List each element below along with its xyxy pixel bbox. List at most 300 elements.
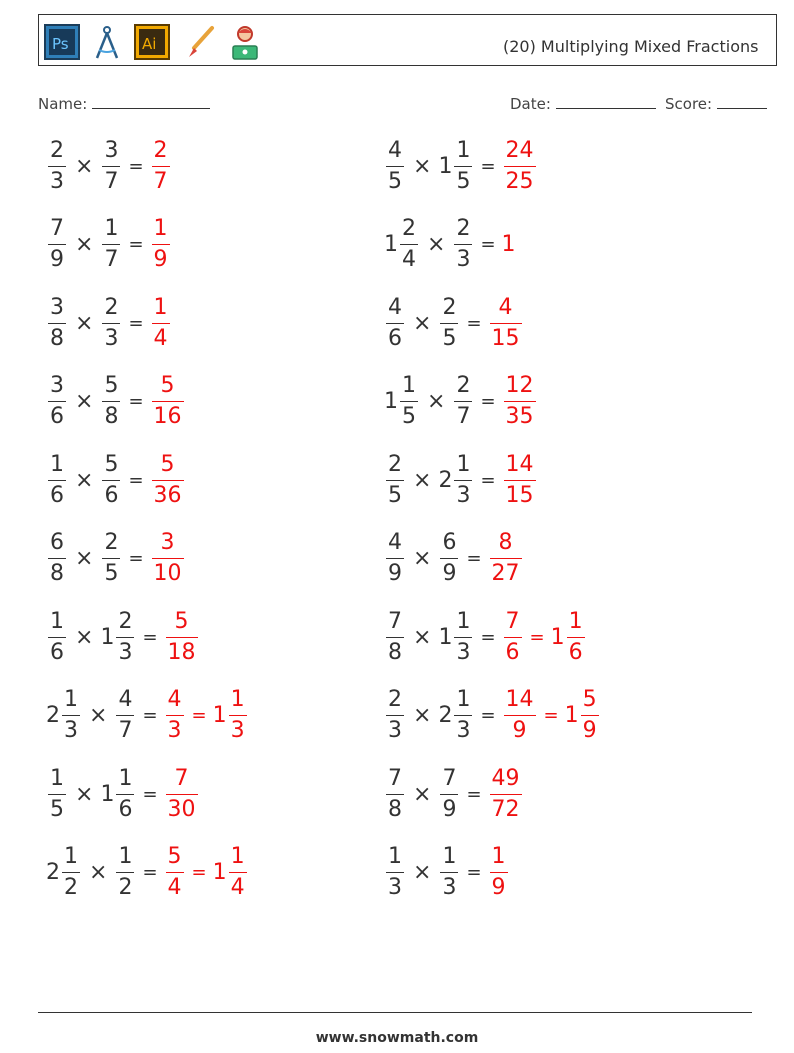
numerator: 1	[118, 844, 133, 869]
footer-divider	[38, 1012, 752, 1013]
denominator: 3	[456, 247, 471, 272]
problem-8	[384, 370, 538, 434]
fraction	[490, 767, 522, 822]
denominator: 3	[64, 718, 78, 743]
mixed-number	[46, 374, 68, 429]
fraction	[152, 453, 184, 508]
mixed-number	[100, 767, 136, 822]
mixed-number	[502, 688, 538, 743]
fraction-bar	[386, 323, 404, 324]
equals-sign: =	[480, 469, 496, 491]
equals-sign: =	[142, 862, 158, 883]
whole-part: 1	[438, 153, 453, 179]
fraction-bar	[152, 323, 170, 324]
mixed-number	[46, 453, 68, 508]
fraction	[454, 217, 472, 272]
denominator: 8	[50, 561, 64, 586]
fraction-bar	[454, 715, 472, 716]
equals-sign: =	[480, 705, 496, 726]
whole-part: 1	[550, 624, 565, 650]
fraction	[400, 217, 418, 272]
worksheet-header	[38, 14, 777, 66]
whole-part: 1	[384, 389, 398, 414]
mixed-number	[100, 296, 122, 351]
fraction	[166, 688, 184, 743]
fraction-bar	[152, 480, 184, 481]
mixed-number	[100, 217, 122, 272]
fraction-bar	[504, 637, 522, 638]
mixed-number	[502, 453, 538, 508]
fraction	[440, 296, 458, 351]
denominator: 16	[153, 404, 182, 429]
times-sign: ×	[75, 781, 94, 807]
numerator: 1	[50, 451, 64, 477]
fraction-bar	[48, 323, 66, 324]
svg-text:Ai: Ai	[142, 35, 157, 53]
denominator: 5	[388, 482, 402, 508]
mixed-number	[488, 531, 524, 586]
mixed-number	[100, 610, 136, 665]
denominator: 15	[505, 482, 534, 508]
fraction-bar	[440, 872, 458, 873]
numerator: 5	[582, 687, 597, 712]
answer	[502, 139, 538, 194]
numerator: 1	[50, 765, 64, 791]
fraction	[152, 139, 170, 194]
numerator: 4	[498, 294, 513, 320]
fraction	[400, 374, 418, 429]
equals-sign: =	[128, 155, 144, 177]
fraction-bar	[386, 558, 404, 559]
denominator: 25	[505, 168, 534, 194]
numerator: 4	[388, 294, 402, 320]
equals-sign: =	[128, 391, 144, 412]
fraction-bar	[116, 794, 134, 795]
times-sign: ×	[75, 232, 94, 257]
mixed-number	[100, 453, 122, 508]
fraction	[48, 767, 66, 822]
numerator: 2	[388, 687, 402, 712]
numerator: 1	[568, 608, 583, 634]
times-sign: ×	[413, 310, 432, 336]
numerator: 14	[505, 451, 534, 477]
answer	[502, 374, 538, 429]
fraction-bar	[48, 480, 66, 481]
equals-sign: =	[466, 783, 482, 805]
numerator: 7	[50, 216, 64, 241]
equals-sign: =	[480, 626, 496, 648]
mixed-number	[100, 374, 122, 429]
numerator: 7	[505, 608, 520, 634]
fraction	[386, 453, 404, 508]
answer	[150, 531, 186, 586]
denominator: 8	[104, 404, 119, 429]
fraction	[62, 688, 80, 743]
mixed-number	[46, 531, 68, 586]
equals-sign: =	[128, 469, 144, 491]
answer	[488, 845, 510, 900]
problem-6	[384, 291, 524, 355]
denominator: 3	[456, 482, 471, 508]
brush-icon	[182, 24, 218, 60]
mixed-number	[384, 531, 406, 586]
fraction	[48, 531, 66, 586]
denominator: 15	[491, 325, 520, 351]
mixed-number	[502, 374, 538, 429]
fraction-bar	[166, 715, 184, 716]
denominator: 4	[153, 325, 168, 351]
problem-15	[46, 684, 249, 748]
numerator: 1	[153, 216, 168, 241]
denominator: 6	[50, 404, 64, 429]
fraction-bar	[102, 166, 120, 167]
times-sign: ×	[89, 703, 108, 728]
denominator: 6	[118, 796, 133, 822]
numerator: 4	[388, 137, 402, 163]
fraction	[48, 453, 66, 508]
mixed-number	[384, 374, 420, 429]
times-sign: ×	[89, 860, 108, 885]
mixed-number	[502, 610, 524, 665]
fraction	[386, 296, 404, 351]
mixed-number	[164, 767, 200, 822]
fraction-bar	[102, 480, 120, 481]
fraction-bar	[152, 166, 170, 167]
numerator: 1	[456, 137, 471, 163]
denominator: 9	[442, 561, 457, 586]
fraction	[386, 688, 404, 743]
numerator: 2	[153, 137, 168, 163]
problem-13	[46, 605, 200, 669]
mixed-number	[46, 845, 82, 900]
numerator: 2	[456, 216, 471, 241]
numerator: 3	[104, 137, 119, 163]
fraction-bar	[62, 872, 80, 873]
denominator: 3	[456, 718, 471, 743]
denominator: 10	[153, 561, 182, 586]
fraction-bar	[504, 715, 536, 716]
answer	[502, 232, 516, 257]
whole-part: 1	[100, 781, 115, 807]
mixed-number	[384, 767, 406, 822]
denominator: 9	[512, 718, 527, 743]
fraction	[166, 845, 184, 900]
score-blank	[717, 94, 767, 109]
mixed-number	[384, 296, 406, 351]
fraction-bar	[102, 401, 120, 402]
mixed-number	[438, 139, 474, 194]
denominator: 30	[167, 796, 196, 822]
numerator: 7	[388, 765, 402, 791]
fraction-bar	[48, 401, 66, 402]
fraction	[386, 139, 404, 194]
numerator: 1	[118, 765, 133, 791]
fraction-bar	[454, 401, 472, 402]
fraction	[454, 688, 472, 743]
fraction-bar	[166, 794, 198, 795]
denominator: 9	[153, 247, 168, 272]
mixed-number	[150, 531, 186, 586]
numerator: 1	[230, 844, 245, 869]
problem-1	[46, 134, 172, 198]
mixed-number	[488, 767, 524, 822]
mixed-number	[565, 688, 601, 743]
fraction-bar	[440, 794, 458, 795]
denominator: 5	[402, 404, 416, 429]
answer	[502, 688, 601, 743]
fraction	[440, 845, 458, 900]
denominator: 5	[50, 796, 64, 822]
whole-part: 2	[46, 703, 60, 728]
mixed-number	[438, 296, 460, 351]
answer	[150, 139, 172, 194]
problem-12	[384, 527, 524, 591]
equals-sign: =	[142, 705, 158, 726]
denominator: 6	[104, 482, 119, 508]
equals-sign: =	[480, 234, 496, 255]
fraction	[102, 531, 120, 586]
mixed-number	[150, 374, 186, 429]
numerator: 5	[160, 451, 175, 477]
fraction	[102, 453, 120, 508]
numerator: 1	[456, 608, 471, 634]
numerator: 5	[174, 608, 189, 634]
denominator: 6	[505, 639, 520, 665]
problem-17	[46, 762, 200, 826]
fraction	[504, 374, 536, 429]
numerator: 1	[50, 608, 64, 634]
fraction	[166, 610, 198, 665]
name-field	[38, 94, 210, 113]
fraction	[102, 139, 120, 194]
times-sign: ×	[75, 310, 94, 336]
fraction-bar	[48, 637, 66, 638]
mixed-number	[384, 845, 406, 900]
denominator: 9	[491, 875, 506, 900]
fraction-bar	[504, 401, 536, 402]
fraction	[166, 767, 198, 822]
equals-sign: =	[128, 234, 144, 255]
illustrator-icon	[134, 24, 170, 60]
fraction	[490, 531, 522, 586]
times-sign: ×	[413, 546, 432, 571]
answer	[164, 688, 249, 743]
numerator: 14	[505, 687, 534, 712]
denominator: 3	[50, 168, 64, 194]
numerator: 6	[442, 530, 457, 555]
denominator: 7	[153, 168, 168, 194]
numerator: 1	[64, 844, 78, 869]
numerator: 5	[160, 373, 175, 398]
denominator: 3	[388, 718, 402, 743]
numerator: 12	[505, 373, 534, 398]
denominator: 6	[50, 639, 64, 665]
fraction	[454, 610, 472, 665]
fraction	[48, 374, 66, 429]
fraction-bar	[581, 715, 599, 716]
problem-2	[384, 134, 538, 198]
times-sign: ×	[75, 624, 94, 650]
mixed-number	[438, 610, 474, 665]
score-field	[665, 94, 767, 113]
mixed-number	[100, 139, 122, 194]
denominator: 72	[491, 796, 520, 822]
designer-icon	[227, 24, 263, 60]
equals-sign: =	[466, 548, 482, 569]
denominator: 3	[230, 718, 245, 743]
denominator: 5	[388, 168, 402, 194]
fraction-bar	[386, 715, 404, 716]
equals-sign: =	[128, 548, 144, 569]
denominator: 7	[118, 718, 133, 743]
equals-sign: =	[480, 391, 496, 412]
fraction-bar	[454, 244, 472, 245]
answer	[502, 610, 587, 665]
numerator: 8	[498, 530, 513, 555]
numerator: 1	[491, 844, 506, 869]
denominator: 7	[104, 168, 119, 194]
svg-text:Ps: Ps	[52, 35, 69, 53]
numerator: 2	[50, 137, 64, 163]
times-sign: ×	[75, 389, 94, 414]
fraction	[454, 374, 472, 429]
mixed-number	[46, 139, 68, 194]
fraction	[504, 453, 536, 508]
numerator: 2	[388, 451, 402, 477]
mixed-number	[46, 610, 68, 665]
mixed-number	[488, 845, 510, 900]
whole-part: 1	[212, 703, 227, 728]
whole-part: 1	[212, 860, 227, 885]
times-sign: ×	[75, 546, 94, 571]
mixed-number	[114, 688, 136, 743]
mixed-number	[150, 139, 172, 194]
mixed-number	[213, 845, 249, 900]
denominator: 3	[118, 639, 133, 665]
numerator: 3	[50, 373, 64, 398]
problem-11	[46, 527, 186, 591]
date-field	[510, 94, 656, 113]
fraction	[440, 531, 458, 586]
answer	[502, 453, 538, 508]
equals-sign: =	[142, 626, 158, 648]
fraction	[454, 139, 472, 194]
answer	[488, 296, 524, 351]
numerator: 1	[456, 451, 471, 477]
fraction	[386, 531, 404, 586]
mixed-number	[384, 217, 420, 272]
numerator: 4	[118, 687, 133, 712]
numerator: 1	[153, 294, 168, 320]
denominator: 8	[50, 325, 64, 351]
numerator: 5	[104, 451, 119, 477]
denominator: 6	[568, 639, 583, 665]
fraction	[504, 688, 536, 743]
photoshop-icon	[44, 24, 80, 60]
answer-equals-sign: =	[191, 862, 207, 883]
mixed-number	[452, 217, 474, 272]
numerator: 5	[167, 844, 182, 869]
times-sign: ×	[427, 389, 446, 414]
footer-url: www.snowmath.com	[315, 1030, 479, 1046]
mixed-number	[164, 688, 186, 743]
denominator: 9	[582, 718, 597, 743]
denominator: 6	[50, 482, 64, 508]
mixed-number	[46, 296, 68, 351]
denominator: 27	[491, 561, 520, 586]
fraction	[116, 610, 134, 665]
fraction	[152, 374, 184, 429]
fraction-bar	[48, 558, 66, 559]
mixed-number	[502, 139, 538, 194]
denominator: 3	[456, 639, 471, 665]
mixed-number	[46, 217, 68, 272]
numerator: 7	[388, 608, 402, 634]
mixed-number	[114, 845, 136, 900]
denominator: 3	[442, 875, 457, 900]
fraction-bar	[490, 323, 522, 324]
equals-sign: =	[480, 155, 496, 177]
mixed-number	[438, 531, 460, 586]
whole-part: 1	[100, 624, 115, 650]
answer	[150, 217, 172, 272]
fraction	[386, 767, 404, 822]
denominator: 3	[388, 875, 402, 900]
name-blank	[92, 94, 210, 109]
fraction	[229, 845, 247, 900]
date-blank	[556, 94, 656, 109]
fraction	[490, 296, 522, 351]
numerator: 3	[50, 294, 64, 320]
numerator: 1	[456, 687, 471, 712]
whole-part: 1	[501, 232, 516, 257]
denominator: 5	[456, 168, 471, 194]
whole-part: 2	[46, 860, 60, 885]
fraction-bar	[400, 244, 418, 245]
fraction	[504, 139, 536, 194]
problem-14	[384, 605, 587, 669]
compass-icon	[89, 24, 125, 60]
mixed-number	[46, 767, 68, 822]
whole-part: 1	[438, 624, 453, 650]
fraction-bar	[48, 166, 66, 167]
denominator: 8	[388, 639, 402, 665]
fraction-bar	[386, 480, 404, 481]
fraction-bar	[386, 637, 404, 638]
numerator: 2	[104, 294, 119, 320]
mixed-number	[384, 688, 406, 743]
times-sign: ×	[427, 232, 446, 257]
numerator: 24	[505, 137, 534, 163]
answer	[150, 374, 186, 429]
problem-5	[46, 291, 172, 355]
numerator: 3	[160, 530, 175, 555]
times-sign: ×	[413, 153, 432, 179]
fraction	[116, 767, 134, 822]
fraction-bar	[102, 558, 120, 559]
fraction-bar	[152, 401, 184, 402]
fraction-bar	[166, 872, 184, 873]
fraction	[581, 688, 599, 743]
mixed-number	[164, 845, 186, 900]
fraction	[102, 217, 120, 272]
fraction-bar	[152, 558, 184, 559]
times-sign: ×	[75, 467, 94, 493]
numerator: 1	[402, 373, 416, 398]
fraction-bar	[504, 166, 536, 167]
mixed-number	[213, 688, 249, 743]
numerator: 2	[442, 294, 457, 320]
